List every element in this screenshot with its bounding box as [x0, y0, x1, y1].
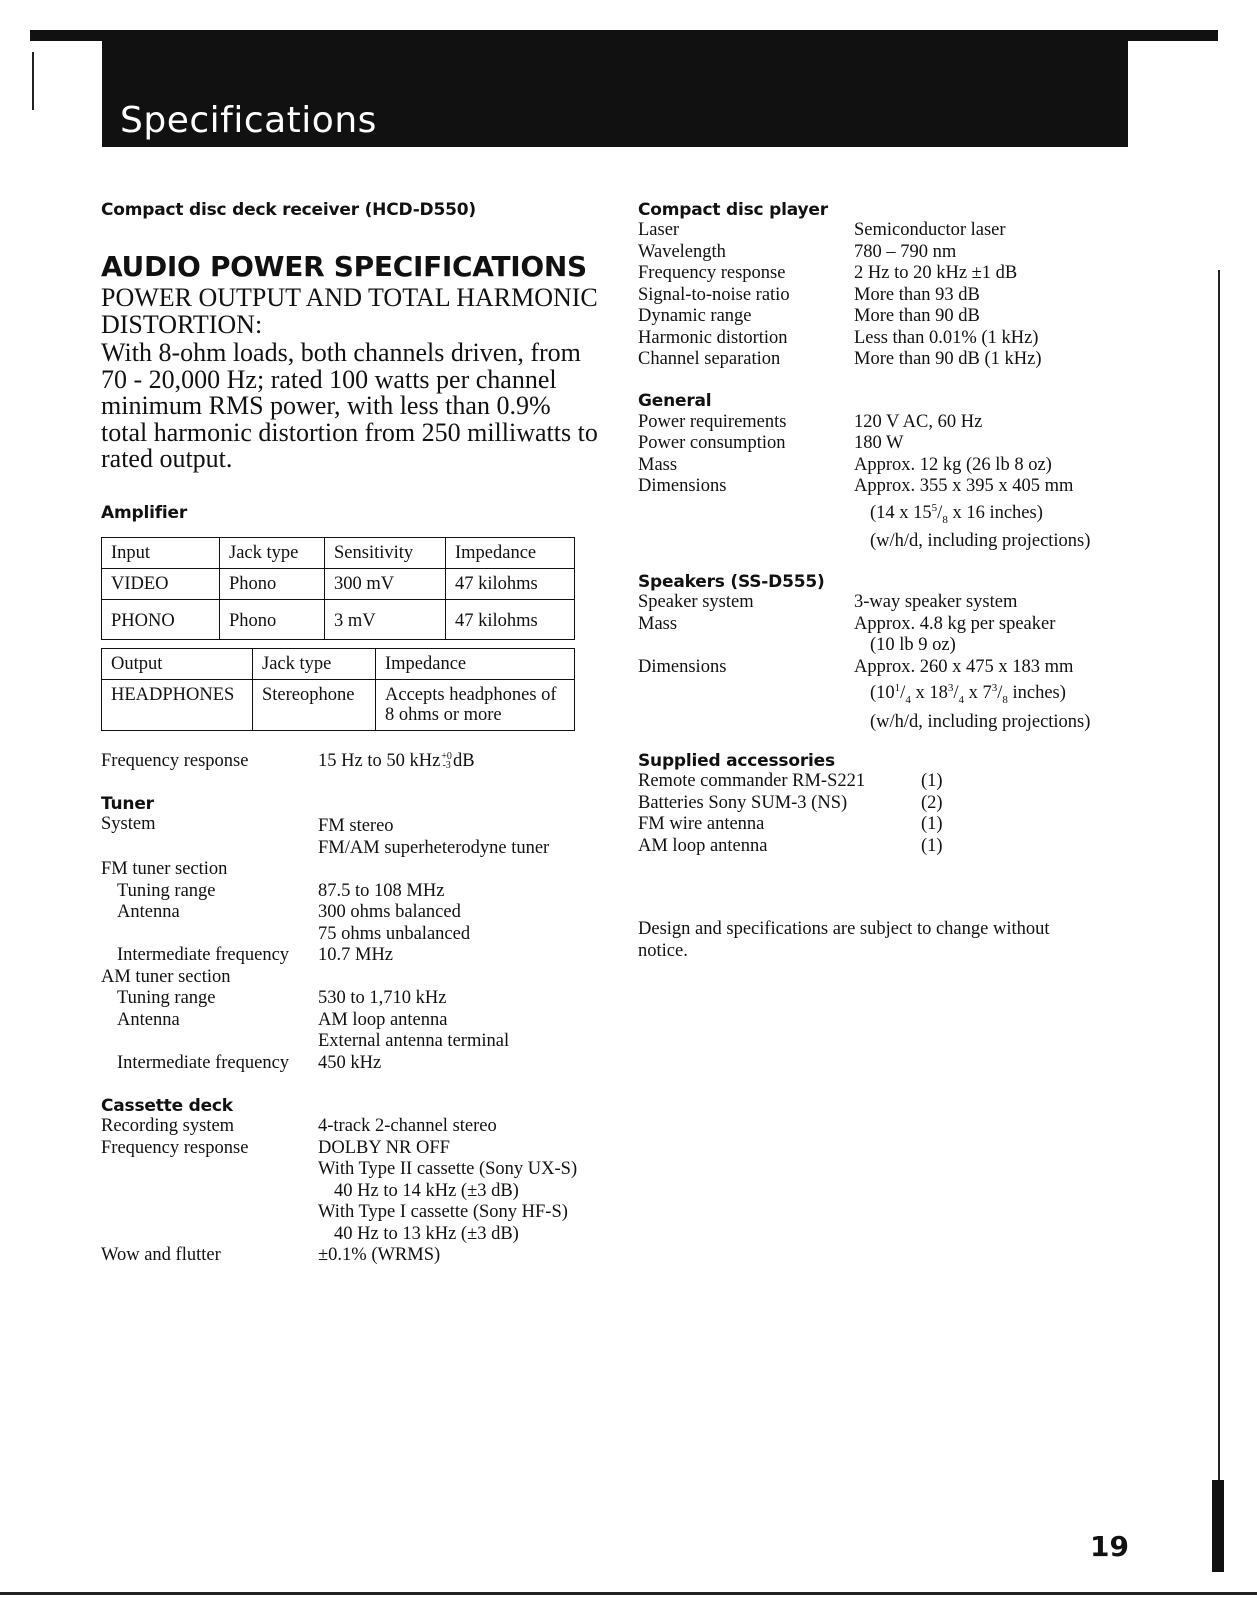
- page-number: 19: [1090, 1530, 1129, 1563]
- speakers-heading: Speakers (SS-D555): [638, 572, 825, 593]
- speaker-mass-row: [638, 614, 1158, 657]
- spec-value: 87.5 to 108 MHz: [318, 880, 445, 901]
- cassette-heading: Cassette deck: [101, 1096, 233, 1116]
- table-header-cell: Sensitivity: [325, 537, 446, 568]
- power-subheading: POWER OUTPUT AND TOTAL HARMONIC DISTORTION:: [101, 283, 598, 339]
- spec-label: Power consumption: [638, 433, 786, 453]
- speaker-system-row: [638, 592, 1158, 614]
- spec-value: More than 90 dB: [854, 306, 980, 326]
- spec-value: (w/h/d, including projections): [870, 530, 1091, 551]
- spec-value: ($10^1/_4$ x $18^3/_4$ x $7^3/_8$ inches): [870, 682, 1066, 707]
- input-table: [101, 537, 575, 640]
- edge-bar-thin: [1218, 270, 1220, 1480]
- frequency-response-row: [101, 751, 601, 773]
- accessory-name: FM wire antenna: [638, 814, 765, 835]
- table-cell: Stereophone: [253, 679, 376, 730]
- top-rule: [30, 30, 1218, 41]
- list-item: [638, 836, 1158, 858]
- right-column: [638, 200, 1158, 962]
- table-cell: Phono: [220, 599, 325, 639]
- spec-value: Less than 0.01% (1 kHz): [854, 327, 1039, 348]
- accessory-qty: (1): [921, 771, 943, 792]
- spec-value: 3-way speaker system: [854, 592, 1018, 613]
- spec-value: DOLBY NR OFF: [318, 1137, 450, 1158]
- speaker-mass-values: [854, 614, 1158, 657]
- list-item: [638, 771, 1158, 793]
- audio-power-heading: AUDIO POWER SPECIFICATIONS: [101, 250, 587, 283]
- spec-row: [638, 328, 1158, 350]
- freq-range: 15 Hz to 50 kHz: [318, 750, 441, 771]
- table-cell: HEADPHONES: [102, 679, 253, 730]
- dimensions-row: [638, 476, 1158, 552]
- dims-text: x 7: [963, 683, 992, 704]
- accessory-qty: (1): [921, 835, 943, 856]
- table-header-cell: Output: [102, 648, 253, 679]
- spec-label: Wavelength: [638, 241, 726, 262]
- spec-value: (14 x $15^5/_8$ x 16 inches): [870, 501, 1043, 526]
- spec-label: Mass: [638, 454, 678, 475]
- fm-antenna-row: [101, 902, 601, 945]
- accessory-qty: (2): [921, 792, 943, 813]
- cd-spec-list: [638, 220, 1158, 371]
- cassette-frequency-row: [101, 1138, 601, 1246]
- output-table: [101, 648, 575, 731]
- page-edge-bar: [1212, 270, 1224, 1572]
- spec-value: Approx. 12 kg (26 lb 8 oz): [854, 454, 1052, 475]
- am-antenna-values: [318, 1010, 601, 1053]
- spec-row: [638, 220, 1158, 242]
- mass-row: [638, 455, 1158, 477]
- fm-section-label: FM tuner section: [101, 859, 228, 879]
- spec-label: Frequency response: [638, 263, 786, 283]
- table-row: [102, 679, 575, 730]
- fraction-denominator: 8: [1002, 694, 1008, 707]
- spec-value: 10.7 MHz: [318, 945, 394, 965]
- spec-value: With Type II cassette (Sony UX-S): [318, 1159, 578, 1179]
- spec-value: 40 Hz to 13 kHz (±3 dB): [334, 1223, 519, 1244]
- freq-tolerance: [441, 752, 452, 770]
- am-if-row: [101, 1053, 601, 1075]
- spec-value: 75 ohms unbalanced: [318, 923, 471, 944]
- fraction-numerator: 3: [947, 682, 954, 695]
- spec-row: [638, 285, 1158, 307]
- spec-label: Tuning range: [117, 880, 216, 901]
- spec-value: (w/h/d, including projections): [870, 711, 1091, 732]
- spec-label: Intermediate frequency: [117, 1052, 290, 1073]
- table-cell: 3 mV: [325, 599, 446, 639]
- spec-value: Semiconductor laser: [854, 220, 1006, 240]
- power-requirements-row: [638, 412, 1158, 434]
- dims-text: (10: [870, 683, 895, 704]
- frequency-response-label: Frequency response: [101, 750, 249, 771]
- table-header-row: [102, 537, 575, 568]
- fm-antenna-values: [318, 902, 601, 945]
- spec-label: Recording system: [101, 1116, 235, 1136]
- am-antenna-row: [101, 1010, 601, 1053]
- spec-value: External antenna terminal: [318, 1031, 510, 1051]
- spec-value: More than 93 dB: [854, 284, 980, 305]
- table-cell: VIDEO: [102, 568, 220, 599]
- list-item: [638, 814, 1158, 836]
- fraction-numerator: 1: [894, 682, 901, 695]
- spec-value: (10 lb 9 oz): [870, 635, 956, 656]
- spec-label: Laser: [638, 220, 680, 240]
- spec-label: Antenna: [117, 1009, 180, 1030]
- table-row: [102, 599, 575, 639]
- table-header-cell: Input: [102, 537, 220, 568]
- spec-value: 4-track 2-channel stereo: [318, 1116, 497, 1136]
- spec-value: ±0.1% (WRMS): [318, 1245, 441, 1265]
- spec-value: AM loop antenna: [318, 1009, 448, 1030]
- spec-value: Approx. 260 x 475 x 183 mm: [854, 656, 1074, 677]
- spec-value: With Type I cassette (Sony HF-S): [318, 1202, 568, 1222]
- spec-label: Power requirements: [638, 411, 787, 432]
- spec-label: Speaker system: [638, 592, 754, 613]
- spec-label: Signal-to-noise ratio: [638, 284, 790, 305]
- spec-row: [638, 263, 1158, 285]
- cd-player-heading: Compact disc player: [638, 200, 828, 220]
- tuner-system-row: [101, 814, 601, 859]
- spec-value: 780 – 790 nm: [854, 241, 957, 262]
- tuner-system-label: System: [101, 814, 156, 834]
- table-cell: PHONO: [102, 599, 220, 639]
- freq-tolerance-plus: +0: [441, 751, 452, 763]
- table-cell: 300 mV: [325, 568, 446, 599]
- am-section-label: AM tuner section: [101, 966, 231, 987]
- fraction-numerator: 5: [931, 501, 938, 514]
- table-cell: Accepts headphones of 8 ohms or more: [376, 679, 575, 730]
- spec-label: Dimensions: [638, 656, 727, 677]
- header-bar: [102, 41, 1128, 147]
- table-header-cell: Impedance: [376, 648, 575, 679]
- spec-row: [638, 349, 1158, 371]
- spec-value: More than 90 dB (1 kHz): [854, 349, 1042, 369]
- wow-flutter-row: [101, 1245, 601, 1267]
- spec-value: 300 ohms balanced: [318, 902, 461, 922]
- dims-text: inches): [1007, 683, 1066, 704]
- freq-tolerance-minus: -3: [442, 760, 451, 772]
- freq-unit: dB: [452, 750, 475, 771]
- spec-value: 180 W: [854, 433, 904, 453]
- spec-label: Mass: [638, 613, 678, 634]
- table-cell: 47 kilohms: [446, 568, 575, 599]
- spec-row: [638, 306, 1158, 328]
- table-cell: 47 kilohms: [446, 599, 575, 639]
- table-header-cell: Jack type: [253, 648, 376, 679]
- spec-value: Approx. 4.8 kg per speaker: [854, 613, 1056, 634]
- dims-text: x 18: [910, 683, 948, 704]
- spec-value: FM stereo: [318, 816, 394, 836]
- spec-label: Antenna: [117, 902, 180, 922]
- table-row: [102, 568, 575, 599]
- spec-label: Harmonic distortion: [638, 327, 788, 348]
- model-heading: Compact disc deck receiver (HCD-D550): [101, 200, 476, 220]
- amplifier-heading: Amplifier: [101, 502, 188, 523]
- spec-label: Channel separation: [638, 349, 781, 369]
- spec-label: Tuning range: [117, 988, 216, 1008]
- table-cell: Phono: [220, 568, 325, 599]
- power-description: With 8-ohm loads, both channels driven, from 70 - 20,000 Hz; rated 100 watts per channel minimum RMS power, with less than 0.9% total harmonic distortion from 250 milliwatts to rated output.: [101, 338, 598, 473]
- tuner-system-values: [318, 814, 601, 859]
- accessories-heading: Supplied accessories: [638, 751, 835, 772]
- cassette-frequency-values: [318, 1138, 601, 1246]
- spec-label: Dimensions: [638, 476, 727, 496]
- accessory-name: Remote commander RM-S221: [638, 771, 866, 792]
- disclaimer: Design and specifications are subject to change without notice.: [638, 919, 1050, 961]
- accessories-list: [638, 771, 1158, 857]
- fraction-denominator: 4: [905, 694, 911, 707]
- dims-text: (14 x 15: [870, 502, 932, 523]
- fm-tuning-row: [101, 881, 601, 903]
- spec-label: Intermediate frequency: [117, 945, 290, 965]
- general-heading: General: [638, 390, 712, 411]
- recording-system-row: [101, 1116, 601, 1138]
- fraction-denominator: 4: [958, 694, 964, 707]
- spec-value: FM/AM superheterodyne tuner: [318, 837, 550, 858]
- spec-label: Wow and flutter: [101, 1245, 221, 1265]
- spec-value: 2 Hz to 20 kHz ±1 dB: [854, 263, 1018, 283]
- table-header-row: [102, 648, 575, 679]
- spec-value: Approx. 355 x 395 x 405 mm: [854, 476, 1074, 496]
- accessory-qty: (1): [921, 814, 943, 835]
- fraction-numerator: 3: [991, 682, 998, 695]
- edge-bar-thick: [1212, 1480, 1224, 1572]
- speaker-dimensions-values: [854, 657, 1158, 733]
- spec-value: 40 Hz to 14 kHz (±3 dB): [334, 1180, 519, 1201]
- margin-tick: [32, 52, 34, 110]
- spec-value: 530 to 1,710 kHz: [318, 988, 447, 1008]
- page-title: Specifications: [120, 100, 377, 141]
- table-header-cell: Impedance: [446, 537, 575, 568]
- tuner-heading: Tuner: [101, 794, 154, 814]
- am-tuning-row: [101, 988, 601, 1010]
- left-column: [101, 200, 601, 1267]
- table-header-cell: Jack type: [220, 537, 325, 568]
- accessory-name: Batteries Sony SUM-3 (NS): [638, 792, 848, 813]
- speaker-dimensions-row: [638, 657, 1158, 733]
- fraction-denominator: 8: [942, 513, 948, 526]
- dims-text: x 16 inches): [947, 502, 1043, 523]
- list-item: [638, 793, 1158, 815]
- fm-if-row: [101, 945, 601, 967]
- bottom-rule: [0, 1592, 1257, 1595]
- dimensions-values: [854, 476, 1158, 552]
- frequency-response-value: [318, 751, 601, 773]
- spec-label: Dynamic range: [638, 306, 752, 326]
- spec-value: 450 kHz: [318, 1052, 382, 1073]
- spec-label: Frequency response: [101, 1137, 249, 1158]
- power-consumption-row: [638, 433, 1158, 455]
- spec-value: 120 V AC, 60 Hz: [854, 411, 983, 432]
- spec-row: [638, 242, 1158, 264]
- accessory-name: AM loop antenna: [638, 835, 768, 856]
